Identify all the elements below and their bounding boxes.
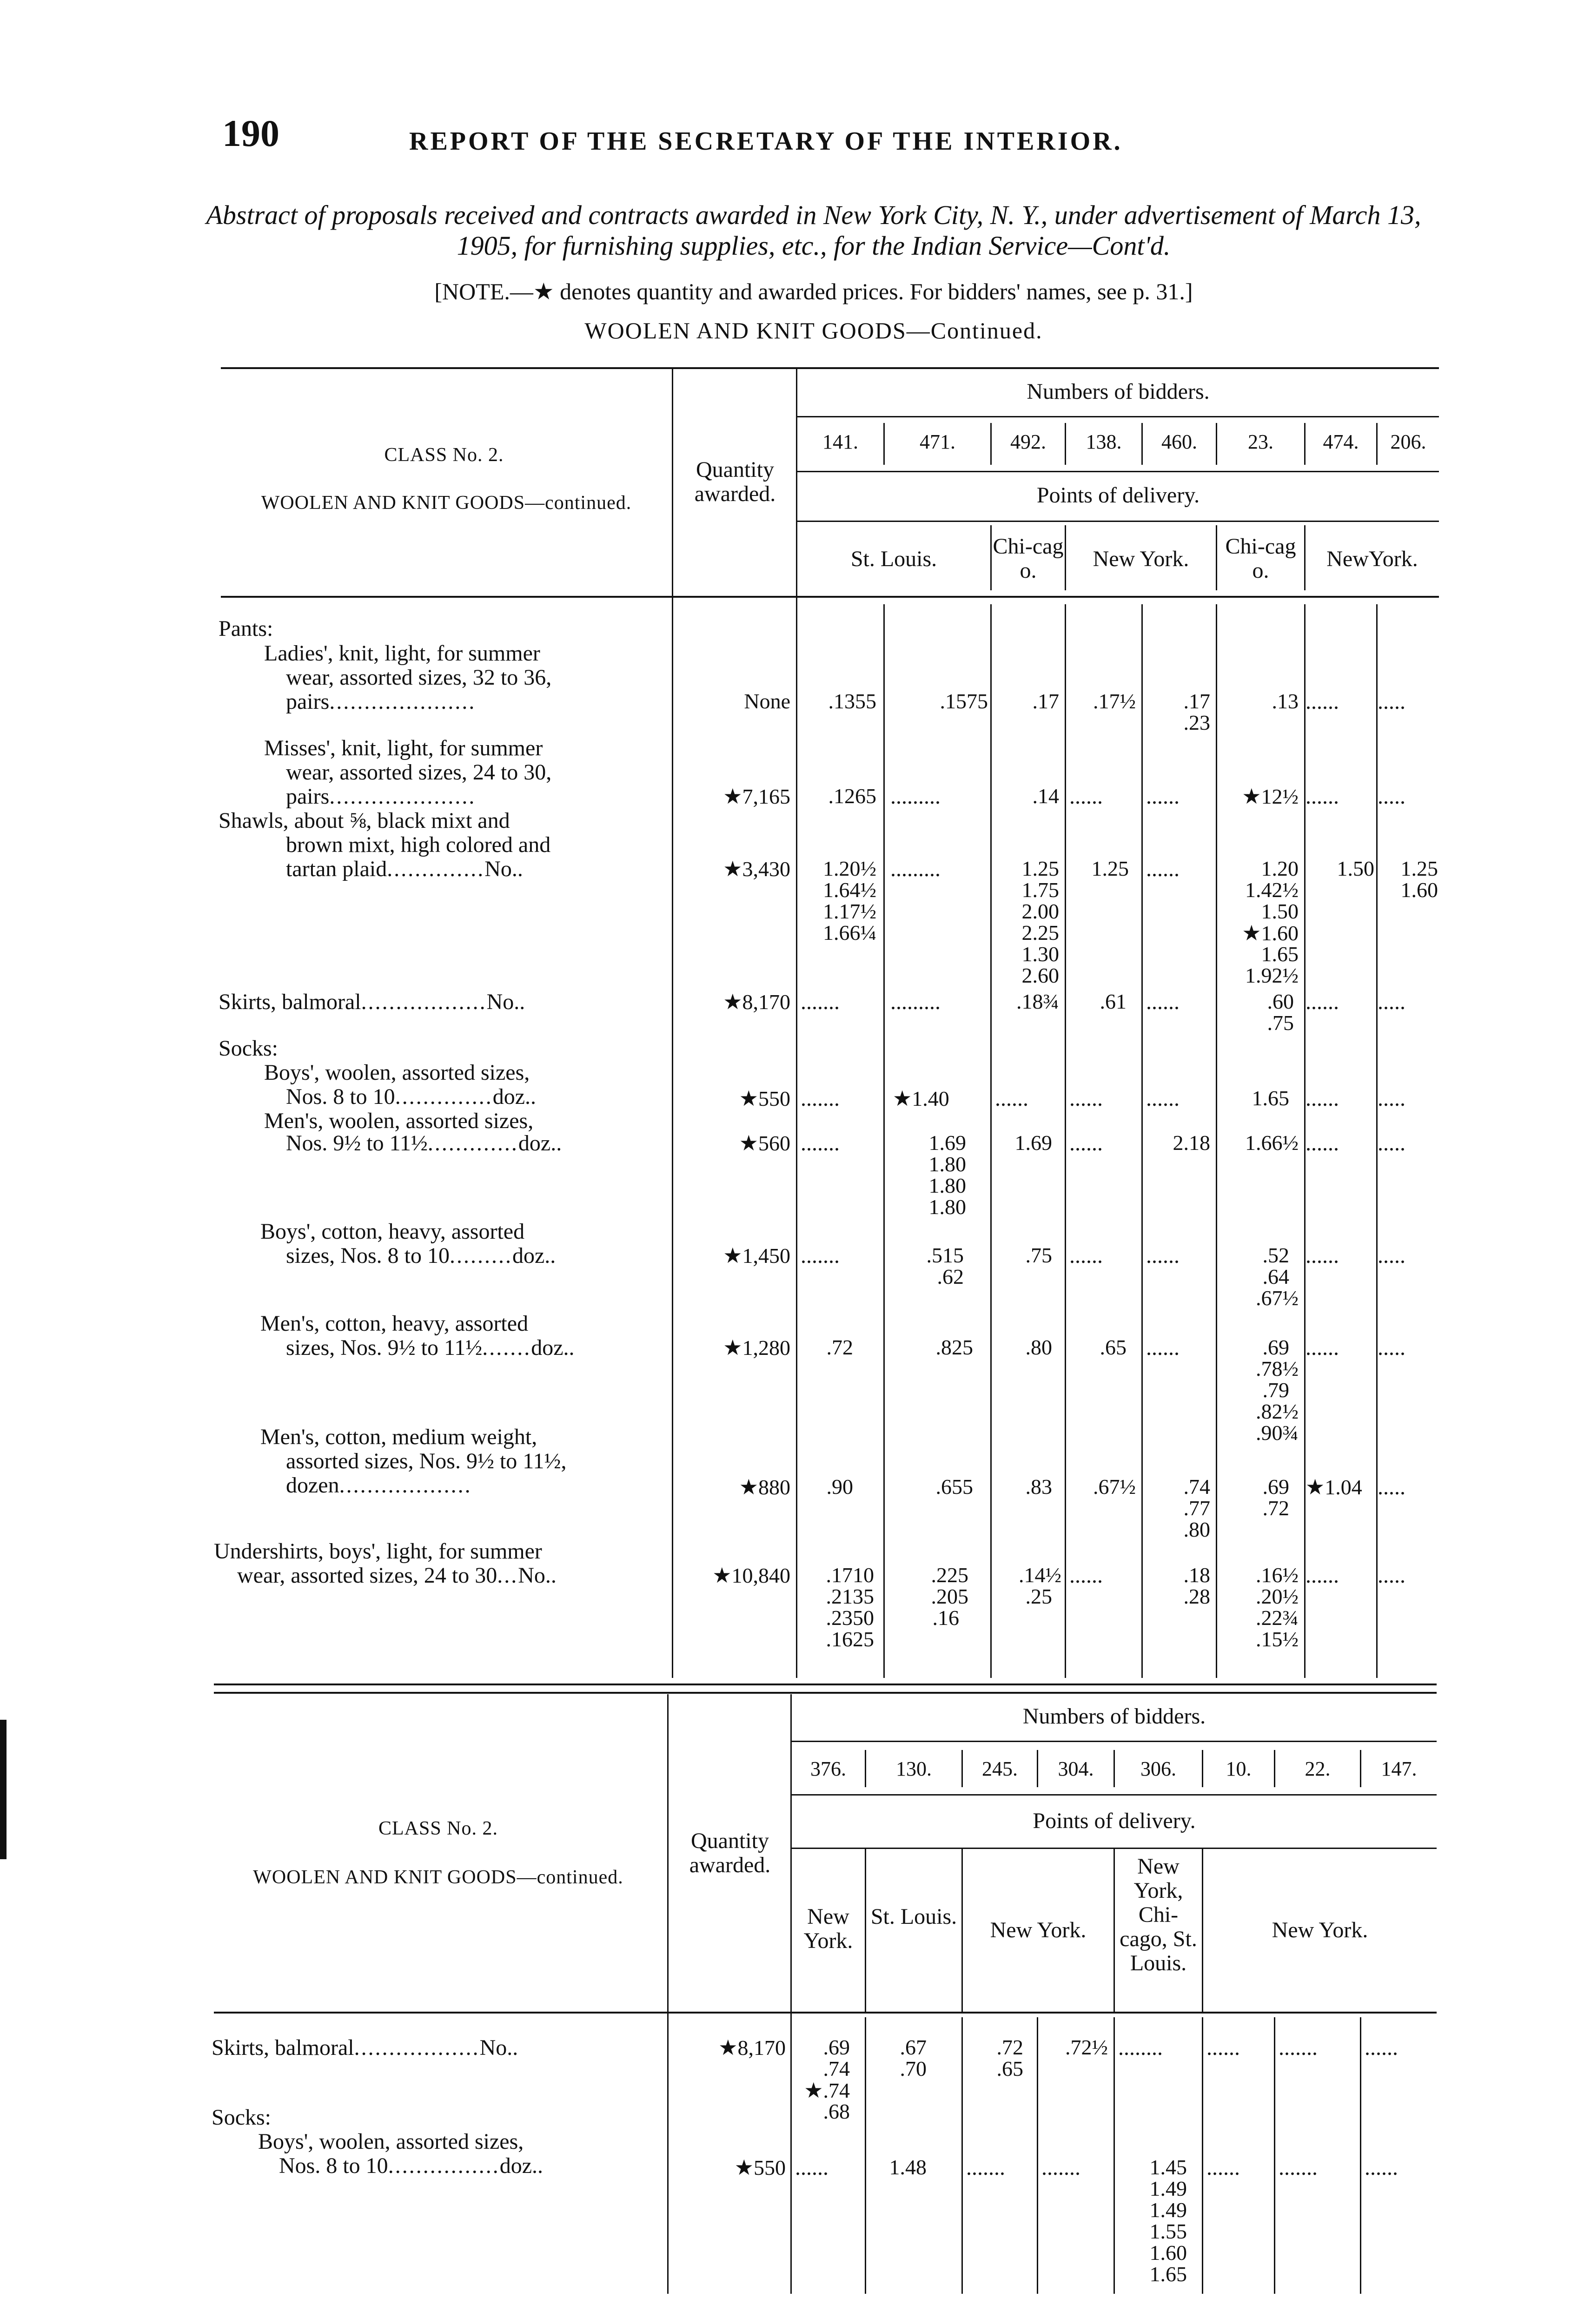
rule [214, 1692, 1437, 1694]
price-cell: 1.65 [1149, 2262, 1187, 2286]
price-cell: .1625 [826, 1627, 874, 1651]
price-cell: ★1.04 [1306, 1475, 1362, 1499]
bidder-number: 376. [810, 1757, 846, 1780]
price-cell: 1.25 [1021, 857, 1059, 880]
rule [797, 416, 1439, 417]
points-header: Points of delivery. [1036, 483, 1200, 508]
item-description: Boys', woolen, assorted sizes, [264, 1060, 530, 1085]
empty-cell: ...... [1306, 1243, 1339, 1268]
item-description: brown mixt, high colored and [286, 832, 551, 857]
column-rule [672, 367, 673, 1678]
price-cell: .205 [931, 1585, 968, 1608]
empty-cell: ...... [1206, 2155, 1240, 2180]
price-cell: ★1.40 [893, 1087, 949, 1110]
empty-cell: ...... [1146, 1335, 1180, 1360]
item-description: sizes, Nos. 9½ to 11½.......doz.. [286, 1335, 575, 1360]
price-cell: .65 [996, 2057, 1023, 2080]
item-description: Boys', woolen, assorted sizes, [258, 2129, 524, 2154]
price-cell: 1.60 [1400, 878, 1438, 902]
price-cell: .1575 [940, 689, 988, 713]
item-description: tartan plaid..............No.. [286, 857, 523, 881]
item-description: wear, assorted sizes, 24 to 30...No.. [237, 1563, 557, 1588]
empty-cell: ...... [1306, 1086, 1339, 1111]
price-cell: 1.42½ [1245, 878, 1299, 902]
empty-cell: ..... [1378, 1335, 1405, 1360]
quantity-cell: ★3,430 [723, 857, 790, 881]
price-cell: .1265 [828, 784, 876, 808]
price-cell: .75 [1267, 1011, 1294, 1035]
price-cell: .72 [826, 1335, 853, 1359]
price-cell: 1.80 [928, 1195, 966, 1219]
price-cell: .72 [1262, 1496, 1289, 1520]
quantity-cell: ★10,840 [712, 1564, 790, 1587]
bidder-number: 306. [1140, 1757, 1176, 1780]
price-cell: .23 [1183, 711, 1210, 734]
price-cell: .15½ [1256, 1627, 1299, 1651]
price-cell: .68 [823, 2100, 850, 2123]
price-cell: .74 [823, 2057, 850, 2080]
price-cell: 2.18 [1173, 1131, 1210, 1155]
category-label: Socks: [212, 2105, 272, 2130]
item-description: Nos. 8 to 10..............doz.. [286, 1084, 536, 1109]
item-description: pairs..................... [286, 784, 476, 809]
price-cell: .20½ [1256, 1585, 1299, 1608]
empty-cell: ...... [1306, 990, 1339, 1014]
item-description: Skirts, balmoral..................No.. [219, 990, 525, 1014]
empty-cell: ......... [890, 990, 941, 1014]
price-cell: .2350 [826, 1606, 874, 1630]
bidder-number: 141. [822, 430, 858, 453]
quantity-cell: ★560 [739, 1131, 790, 1155]
price-cell: ★1.60 [1242, 921, 1299, 945]
item-description: Men's, cotton, heavy, assorted [260, 1311, 529, 1336]
item-description: Men's, woolen, assorted sizes, [264, 1109, 534, 1133]
delivery-point: St. Louis. [850, 547, 937, 571]
delivery-point: New York. [1093, 547, 1189, 571]
bidder-number: 245. [982, 1757, 1018, 1780]
price-cell: .80 [1025, 1335, 1052, 1359]
item-description: Skirts, balmoral..................No.. [212, 2035, 518, 2060]
price-cell: 1.80 [928, 1174, 966, 1197]
bidder-number: 474. [1323, 430, 1359, 453]
empty-cell: ...... [1365, 2035, 1398, 2060]
empty-cell: ..... [1378, 990, 1405, 1014]
empty-cell: ...... [1306, 689, 1339, 714]
quantity-cell: None [744, 689, 790, 713]
rule [792, 1741, 1437, 1742]
price-cell: 1.65 [1261, 942, 1299, 966]
price-cell: .225 [931, 1563, 968, 1587]
price-cell: .90¾ [1256, 1421, 1299, 1445]
item-description: Nos. 8 to 10................doz.. [279, 2153, 543, 2178]
bidder-number: 138. [1086, 430, 1122, 453]
delivery-point: New York. [1272, 1918, 1368, 1942]
empty-cell: ......... [890, 784, 941, 809]
price-cell: 1.20½ [823, 857, 876, 880]
price-cell: .13 [1272, 689, 1299, 713]
bidder-number: 10. [1226, 1757, 1252, 1780]
bidders-header: Numbers of bidders. [1027, 379, 1210, 404]
price-cell: 1.75 [1021, 878, 1059, 902]
quantity-header: Quantity awarded. [694, 457, 776, 506]
empty-cell: ...... [1306, 1563, 1339, 1588]
price-cell: .67½ [1256, 1286, 1299, 1310]
empty-cell: ...... [1146, 1243, 1180, 1268]
price-cell: .78½ [1256, 1357, 1299, 1380]
price-cell: .18 [1183, 1563, 1210, 1587]
item-description: Undershirts, boys', light, for summer [214, 1539, 542, 1564]
item-description: Boys', cotton, heavy, assorted [260, 1219, 525, 1244]
empty-cell: ...... [1069, 1131, 1103, 1155]
quantity-cell: ★8,170 [723, 990, 790, 1014]
rule [221, 596, 1439, 598]
price-cell: 1.60 [1149, 2241, 1187, 2265]
scan-edge [0, 1720, 7, 1859]
price-cell: .77 [1183, 1496, 1210, 1520]
empty-cell: ......... [890, 857, 941, 881]
column-rule [790, 1694, 792, 2294]
price-cell: .62 [937, 1265, 964, 1288]
price-cell: .16 [932, 1606, 959, 1630]
price-cell: 1.66½ [1245, 1131, 1299, 1155]
quantity-cell: ★1,280 [723, 1336, 790, 1360]
price-cell: .655 [935, 1475, 973, 1499]
column-rule [865, 1849, 866, 2012]
empty-cell: ....... [966, 2155, 1005, 2180]
price-cell: ★.74 [804, 2079, 850, 2102]
item-description: Misses', knit, light, for summer [264, 736, 543, 760]
empty-cell: ..... [1378, 1086, 1405, 1111]
price-cell: .61 [1100, 990, 1127, 1013]
quantity-cell: ★8,170 [718, 2036, 786, 2060]
price-cell: .80 [1183, 1518, 1210, 1541]
column-rule [667, 1694, 669, 2294]
price-cell: .25 [1025, 1585, 1052, 1608]
empty-cell: ..... [1378, 1475, 1405, 1499]
price-cell: 1.25 [1091, 857, 1129, 880]
delivery-point: New York. [803, 1904, 853, 1953]
price-cell: .17 [1183, 689, 1210, 713]
class-label: CLASS No. 2. [384, 444, 504, 466]
quantity-cell: ★7,165 [723, 785, 790, 808]
bidder-number: 23. [1248, 430, 1273, 453]
class-subtitle: WOOLEN AND KNIT GOODS—continued. [261, 492, 632, 514]
section-heading: WOOLEN AND KNIT GOODS—Continued. [584, 317, 1043, 343]
item-description: Men's, cotton, medium weight, [260, 1425, 537, 1449]
price-cell: 1.69 [928, 1131, 966, 1155]
price-cell: 2.60 [1021, 964, 1059, 987]
price-cell: .83 [1025, 1475, 1052, 1499]
empty-cell: ....... [1279, 2155, 1318, 2180]
table-title: Abstract of proposals received and contracts awarded in New York City, N. Y., under advertisement of March 13, 1905, for furnishing supplies, etc., for the Indian Service—Cont'd. [206, 200, 1421, 261]
price-cell: .65 [1100, 1335, 1127, 1359]
price-cell: 1.64½ [823, 878, 876, 902]
bidder-number: 130. [896, 1757, 932, 1780]
empty-cell: ...... [1069, 1563, 1103, 1588]
price-cell: .515 [926, 1243, 964, 1267]
column-rule [1274, 2017, 1275, 2294]
empty-cell: ........ [1118, 2035, 1163, 2060]
empty-cell: ...... [1306, 1131, 1339, 1155]
empty-cell: ...... [1146, 990, 1180, 1014]
price-cell: .17 [1032, 689, 1059, 713]
rule [797, 471, 1439, 472]
price-cell: .64 [1262, 1265, 1289, 1288]
price-cell: .70 [900, 2057, 927, 2080]
empty-cell: ...... [995, 1086, 1028, 1111]
price-cell: .69 [1262, 1475, 1289, 1499]
points-header: Points of delivery. [1033, 1809, 1196, 1833]
empty-cell: ...... [1069, 784, 1103, 809]
bidder-number: 206. [1390, 430, 1426, 453]
price-cell: .18¾ [1016, 990, 1059, 1013]
price-cell: .82½ [1256, 1400, 1299, 1423]
price-cell: 1.66¼ [823, 921, 876, 944]
rule [214, 1684, 1437, 1685]
bidder-number: 471. [920, 430, 955, 453]
price-cell: 1.49 [1149, 2177, 1187, 2200]
bidder-number: 304. [1058, 1757, 1094, 1780]
column-rule [1202, 2017, 1203, 2294]
price-cell: 1.92½ [1245, 964, 1299, 987]
quantity-header: Quantity awarded. [689, 1829, 771, 1877]
empty-cell: ....... [801, 990, 840, 1014]
quantity-cell: ★550 [739, 1087, 790, 1110]
quantity-cell: ★880 [739, 1475, 790, 1499]
empty-cell: ...... [1146, 784, 1180, 809]
empty-cell: ....... [1279, 2035, 1318, 2060]
empty-cell: ...... [1146, 1086, 1180, 1111]
item-description: wear, assorted sizes, 32 to 36, [286, 665, 552, 690]
column-rule [1065, 604, 1066, 1678]
price-cell: .60 [1267, 990, 1294, 1013]
bidder-number: 22. [1305, 1757, 1331, 1780]
category-label: Socks: [219, 1036, 278, 1061]
price-cell: .28 [1183, 1585, 1210, 1608]
price-cell: .75 [1025, 1243, 1052, 1267]
price-cell: .1710 [826, 1563, 874, 1587]
rule [221, 367, 1439, 369]
bidder-number: 460. [1161, 430, 1197, 453]
item-description: dozen................... [286, 1473, 472, 1498]
empty-cell: ...... [1146, 857, 1180, 881]
quantity-cell: ★1,450 [723, 1244, 790, 1268]
price-cell: 1.30 [1021, 942, 1059, 966]
quantity-cell: ★550 [734, 2156, 786, 2179]
price-cell: .69 [823, 2035, 850, 2059]
price-cell: 2.25 [1021, 921, 1059, 944]
class-label: CLASS No. 2. [378, 1818, 498, 1839]
price-cell: 1.17½ [823, 899, 876, 923]
empty-cell: ....... [1041, 2155, 1080, 2180]
price-cell: 1.25 [1400, 857, 1438, 880]
price-cell: .22¾ [1256, 1606, 1299, 1630]
empty-cell: ...... [1206, 2035, 1240, 2060]
table-note: [NOTE.—★ denotes quantity and awarded prices. For bidders' names, see p. 31.] [434, 278, 1193, 304]
delivery-point: Chi-cago. [1225, 534, 1296, 583]
rule [214, 2012, 1437, 2014]
price-cell: .90 [826, 1475, 853, 1499]
item-description: assorted sizes, Nos. 9½ to 11½, [286, 1449, 567, 1473]
price-cell: .69 [1262, 1335, 1289, 1359]
price-cell: 1.45 [1149, 2155, 1187, 2179]
item-description: pairs..................... [286, 689, 476, 714]
price-cell: 1.69 [1014, 1131, 1052, 1155]
price-cell: .74 [1183, 1475, 1210, 1499]
item-description: sizes, Nos. 8 to 10.........doz.. [286, 1243, 556, 1268]
page-number: 190 [222, 112, 279, 154]
running-title: REPORT OF THE SECRETARY OF THE INTERIOR. [409, 127, 1123, 156]
empty-cell: ....... [801, 1243, 840, 1268]
price-cell: .14½ [1019, 1563, 1061, 1587]
price-cell: .16½ [1256, 1563, 1299, 1587]
price-cell: .72 [996, 2035, 1023, 2059]
delivery-point: Chi-cago. [993, 534, 1064, 583]
empty-cell: ...... [1069, 1086, 1103, 1111]
price-cell: .2135 [826, 1585, 874, 1608]
rule [797, 521, 1439, 522]
price-cell: 1.49 [1149, 2198, 1187, 2222]
empty-cell: ...... [1069, 1243, 1103, 1268]
empty-cell: ..... [1378, 1563, 1405, 1588]
price-cell: .67 [900, 2035, 927, 2059]
price-cell: .79 [1262, 1378, 1289, 1402]
price-cell: 1.50 [1337, 857, 1374, 880]
price-cell: 2.00 [1021, 899, 1059, 923]
bidder-number: 147. [1381, 1757, 1417, 1780]
price-cell: 1.80 [928, 1152, 966, 1176]
price-cell: 1.48 [889, 2155, 927, 2179]
bidder-number: 492. [1010, 430, 1046, 453]
empty-cell: ..... [1378, 1131, 1405, 1155]
price-cell: .67½ [1093, 1475, 1136, 1499]
empty-cell: ..... [1378, 689, 1405, 714]
empty-cell: ..... [1378, 1243, 1405, 1268]
price-cell: .1355 [828, 689, 876, 713]
empty-cell: ...... [1365, 2155, 1398, 2180]
price-cell: 1.55 [1149, 2219, 1187, 2243]
delivery-point: New York. [990, 1918, 1087, 1942]
item-description: Ladies', knit, light, for summer [264, 641, 540, 666]
price-cell: 1.65 [1252, 1086, 1289, 1110]
delivery-point: NewYork. [1326, 547, 1418, 571]
empty-cell: ...... [1306, 1335, 1339, 1360]
price-cell: .14 [1032, 784, 1059, 808]
class-subtitle: WOOLEN AND KNIT GOODS—continued. [253, 1867, 623, 1888]
empty-cell: ....... [801, 1086, 840, 1111]
price-cell: ★12½ [1242, 785, 1299, 808]
delivery-point: New York, Chi-cago, St. Louis. [1120, 1854, 1197, 1975]
empty-cell: ..... [1378, 784, 1405, 809]
price-cell: .52 [1262, 1243, 1289, 1267]
price-cell: 1.20 [1261, 857, 1299, 880]
item-description: Shawls, about ⅝, black mixt and [219, 808, 510, 833]
price-cell: .17½ [1093, 689, 1136, 713]
item-description: wear, assorted sizes, 24 to 30, [286, 760, 552, 785]
empty-cell: ...... [1306, 784, 1339, 809]
rule [792, 1794, 1437, 1796]
delivery-point: St. Louis. [870, 1904, 957, 1929]
column-rule [1360, 2017, 1361, 2294]
empty-cell: ....... [801, 1131, 840, 1155]
bidders-header: Numbers of bidders. [1022, 1704, 1206, 1729]
item-description: Nos. 9½ to 11½.............doz.. [286, 1131, 562, 1155]
price-cell: .825 [935, 1335, 973, 1359]
category-label: Pants: [219, 616, 273, 641]
price-cell: .72½ [1065, 2035, 1108, 2059]
empty-cell: ...... [795, 2155, 828, 2180]
price-cell: 1.50 [1261, 899, 1299, 923]
